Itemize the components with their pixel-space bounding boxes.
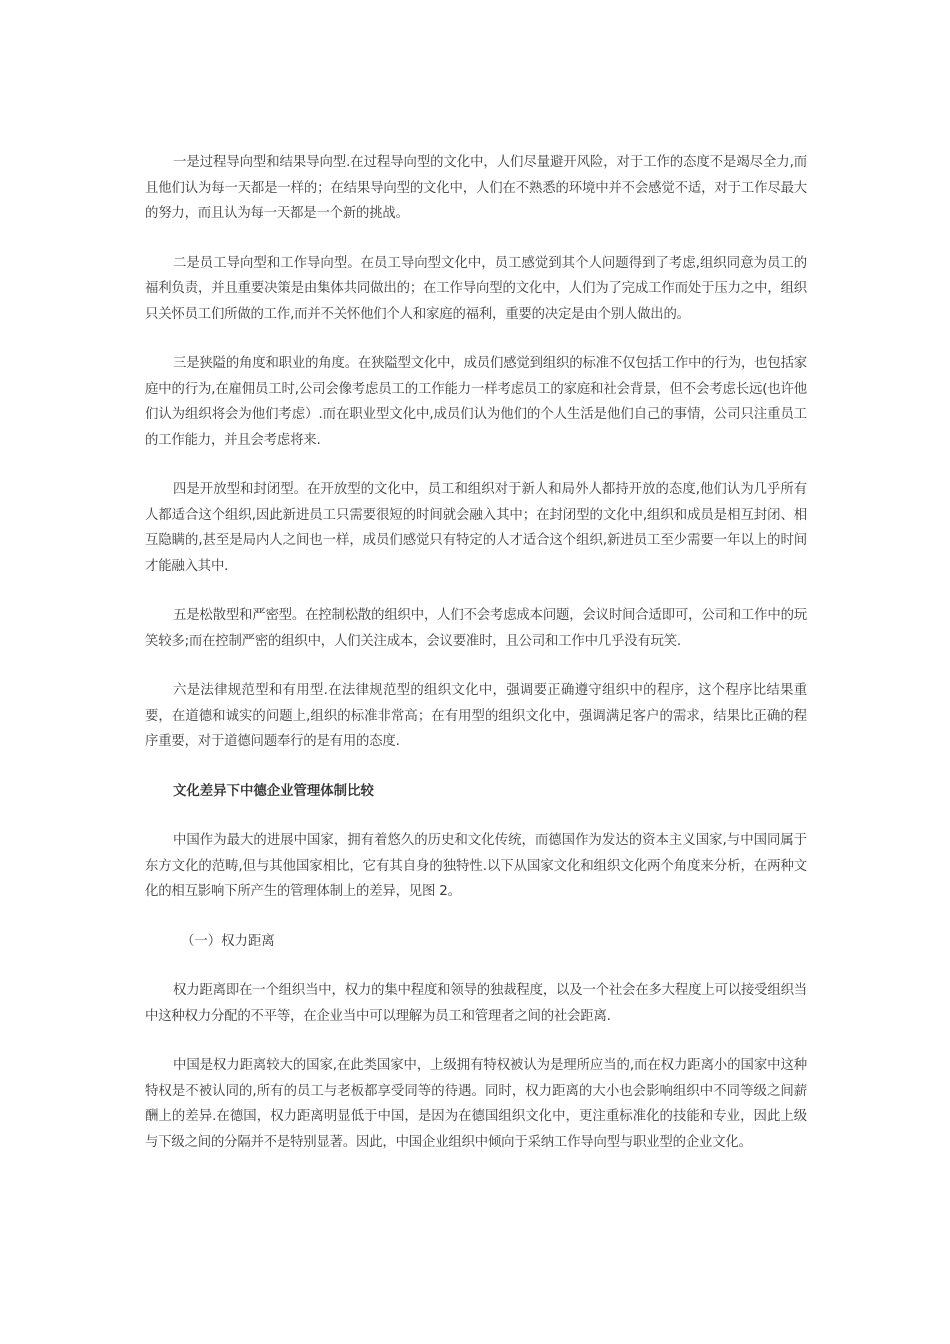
paragraph-open-vs-closed: 四是开放型和封闭型。在开放型的文化中，员工和组织对于新人和局外人都持开放的态度,他们认为几乎所有人都适合这个组织,因此新进员工只需要很短的时间就会融入其中；在封闭型的文化中,组织和成员是相互封闭、相互隐瞒的,甚至是局内人之间也一样，成员们感觉只有特定的人才适合这个组织,新进员工至少需要一年以上的时间才能融入其中. — [145, 482, 807, 574]
document-page — [145, 150, 807, 1179]
intro-paragraph: 中国作为最大的进展中国家，拥有着悠久的历史和文化传统，而德国作为发达的资本主义国家,与中国同属于东方文化的范畴,但与其他国家相比，它有其自身的独特性.以下从国家文化和组织文化两个角度来分析，在两种文化的相互影响下所产生的管理体制上的差异，见图 2。 — [145, 833, 807, 899]
paragraph-loose-vs-tight: 五是松散型和严密型。在控制松散的组织中，人们不会考虑成本问题，会议时间合适即可，公司和工作中的玩笑较多;而在控制严密的组织中，人们关注成本，会议要准时，且公司和工作中几乎没有玩笑. — [145, 608, 807, 649]
paragraph-process-vs-result: 一是过程导向型和结果导向型.在过程导向型的文化中，人们尽量避开风险，对于工作的态度不是竭尽全力,而且他们认为每一天都是一样的；在结果导向型的文化中，人们在不熟悉的环境中并不会感觉不适，对于工作尽最大的努力，而且认为每一天都是一个新的挑战。 — [145, 155, 807, 221]
section-heading: 文化差异下中德企业管理体制比较 — [173, 783, 374, 799]
paragraph-power-distance-comparison: 中国是权力距离较大的国家,在此类国家中，上级拥有特权被认为是理所应当的,而在权力距离小的国家中这种特权是不被认同的,所有的员工与老板都享受同等的待遇。同时，权力距离的大小也会影响组织中不同等级之间薪酬上的差异.在德国，权力距离明显低于中国，是因为在德国组织文化中，更注重标准化的技能和专业，因此上级与下级之间的分隔并不是特别显著。因此，中国企业组织中倾向于采纳工作导向型与职业型的企业文化。 — [145, 1058, 807, 1150]
paragraph-power-distance-definition: 权力距离即在一个组织当中，权力的集中程度和领导的独裁程度，以及一个社会在多大程度上可以接受组织当中这种权力分配的不平等，在企业当中可以理解为员工和管理者之间的社会距离. — [145, 983, 807, 1024]
paragraph-employee-vs-job: 二是员工导向型和工作导向型。在员工导向型文化中，员工感觉到其个人问题得到了考虑,组织同意为员工的福利负责，并且重要决策是由集体共同做出的；在工作导向型的文化中，人们为了完成工作而处于压力之中，组织只关怀员工们所做的工作,而并不关怀他们个人和家庭的福利，重要的决定是由个别人做出的。 — [145, 255, 807, 322]
paragraph-parochial-vs-professional: 三是狭隘的角度和职业的角度。在狭隘型文化中，成员们感觉到组织的标准不仅包括工作中的行为，也包括家庭中的行为,在雇佣员工时,公司会像考虑员工的工作能力一样考虑员工的家庭和社会背景，但不会考虑长远(也许他们认为组织将会为他们考虑）.而在职业型文化中,成员们认为他们的个人生活是他们自己的事情，公司只注重员工的工作能力，并且会考虑将来. — [145, 356, 807, 448]
subheading-power-distance: （一）权力距离 — [181, 933, 275, 949]
paragraph-normative-vs-pragmatic: 六是法律规范型和有用型.在法律规范型的组织文化中，强调要正确遵守组织中的程序，这个程序比结果重要，在道德和诚实的问题上,组织的标准非常高；在有用型的组织文化中，强调满足客户的需求，结果比正确的程序重要，对于道德问题奉行的是有用的态度. — [145, 683, 807, 749]
